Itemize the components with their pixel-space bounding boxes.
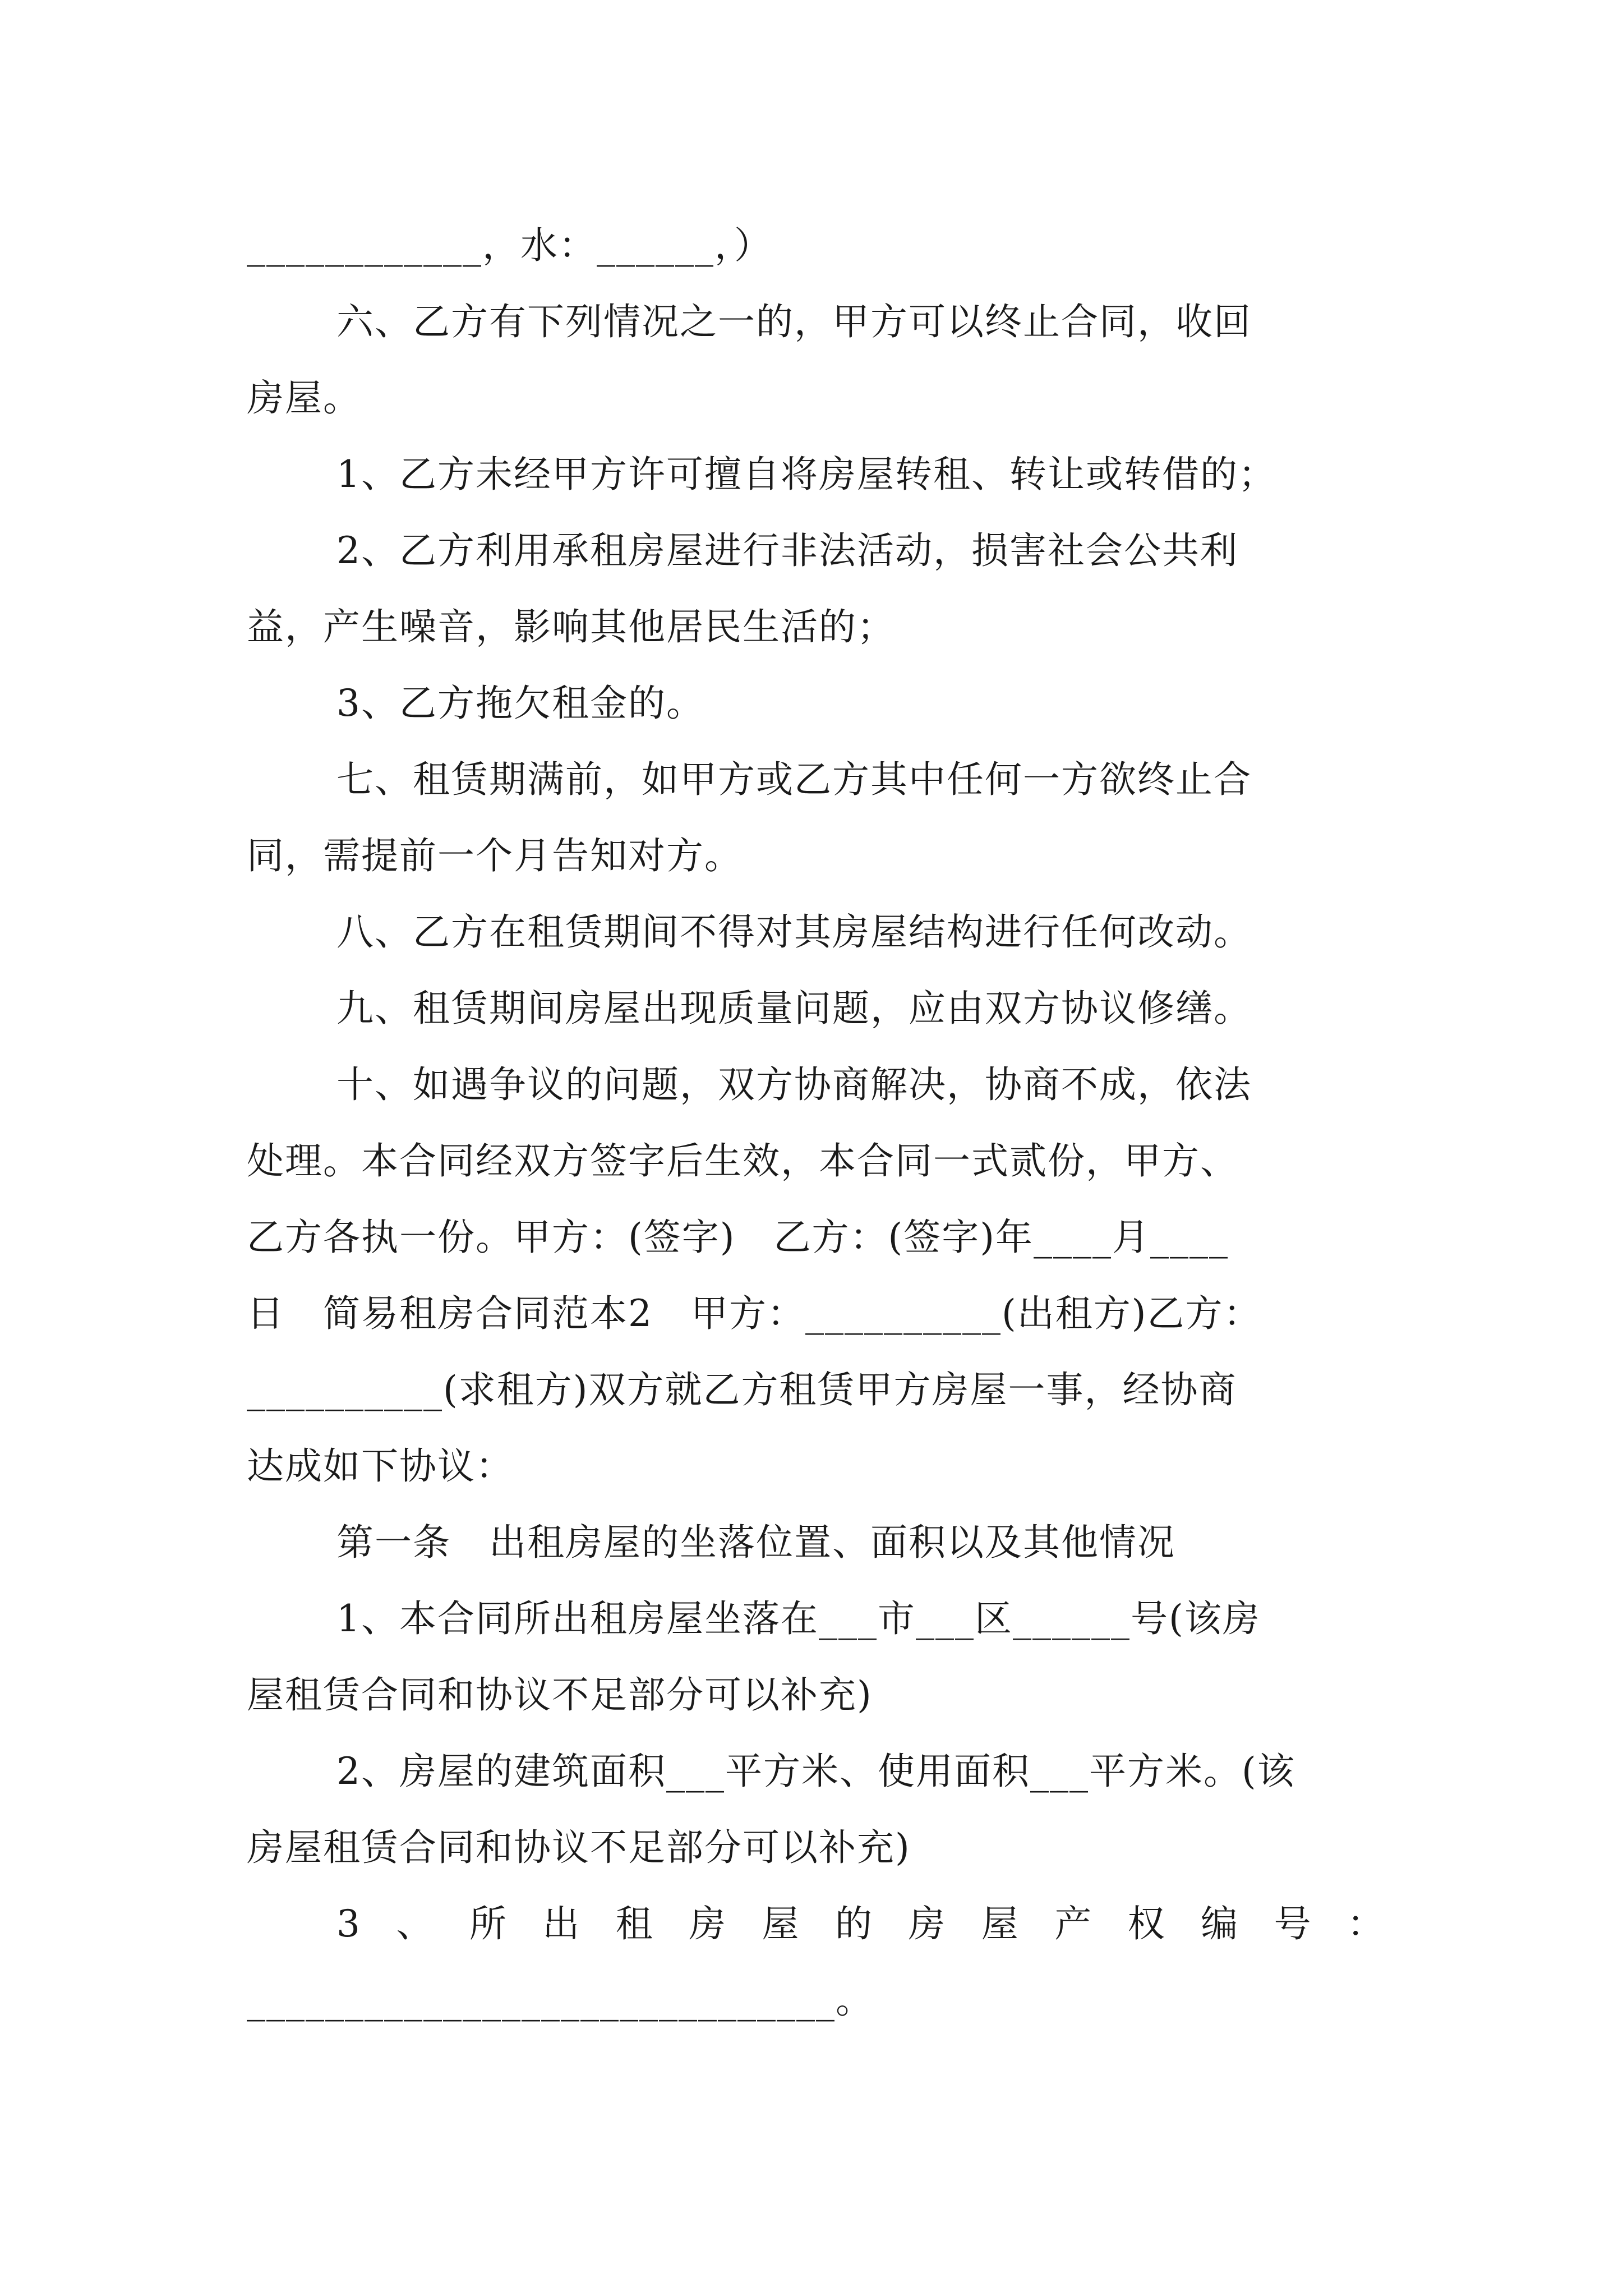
text-line: ____________，水：______，） — [247, 224, 772, 267]
text-line: 益，产生噪音，影响其他居民生活的； — [247, 605, 895, 648]
text-line: ______________________________。 — [247, 1978, 874, 2022]
clause-six-item-1: 1、乙方未经甲方许可擅自将房屋转租、转让或转借的； — [336, 453, 1276, 496]
contract-2-heading-line: 日 简易租房合同范本2 甲方：__________(出租方)乙方： — [247, 1292, 1262, 1335]
text-line: 同，需提前一个月告知对方。 — [247, 834, 743, 877]
paragraph-seven: 七、租赁期满前，如甲方或乙方其中任何一方欲终止合 — [336, 758, 1252, 801]
article-one-item-1: 1、本合同所出租房屋坐落在___市___区______号(该房 — [336, 1597, 1261, 1640]
article-one-item-3: 3 、 所 出 租 房 屋 的 房 屋 产 权 编 号 ： — [336, 1902, 1385, 1945]
text-line: 屋租赁合同和协议不足部分可以补充) — [247, 1673, 873, 1717]
text-line: 房屋。 — [247, 376, 361, 420]
paragraph-six: 六、乙方有下列情况之一的，甲方可以终止合同，收回 — [336, 300, 1252, 343]
text-line: 处理。本合同经双方签字后生效，本合同一式贰份，甲方、 — [247, 1139, 1238, 1182]
paragraph-nine: 九、租赁期间房屋出现质量问题，应由双方协议修缮。 — [336, 987, 1252, 1030]
article-one-heading: 第一条 出租房屋的坐落位置、面积以及其他情况 — [336, 1521, 1175, 1564]
text-line: __________(求租方)双方就乙方租赁甲方房屋一事，经协商 — [247, 1368, 1237, 1411]
text-line: 房屋租赁合同和协议不足部分可以补充) — [247, 1826, 911, 1869]
paragraph-eight: 八、乙方在租赁期间不得对其房屋结构进行任何改动。 — [336, 910, 1252, 954]
clause-six-item-3: 3、乙方拖欠租金的。 — [336, 682, 704, 725]
paragraph-ten: 十、如遇争议的问题，双方协商解决，协商不成，依法 — [336, 1063, 1252, 1106]
signature-line: 乙方各执一份。甲方：(签字) 乙方：(签字)年____月____ — [247, 1216, 1229, 1259]
clause-six-item-2: 2、乙方利用承租房屋进行非法活动，损害社会公共利 — [336, 529, 1238, 572]
text-line: 达成如下协议： — [247, 1444, 514, 1488]
article-one-item-2: 2、房屋的建筑面积___平方米、使用面积___平方米。(该 — [336, 1750, 1295, 1793]
